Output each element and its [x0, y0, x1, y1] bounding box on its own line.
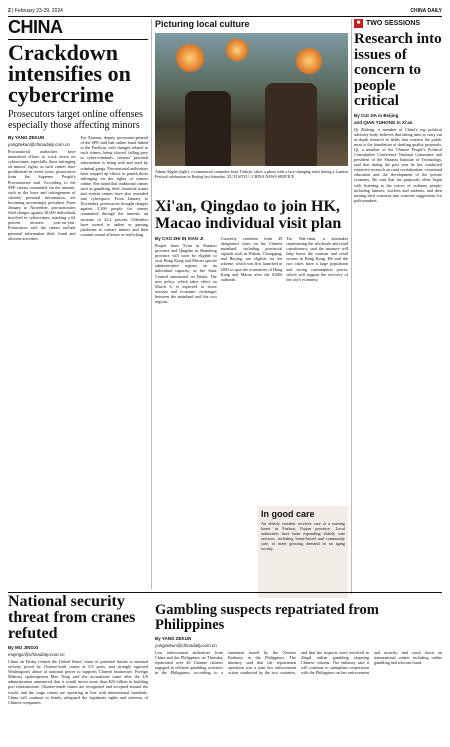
two-sessions-article [354, 19, 442, 203]
lead-body-col2: For Xiaoran, deputy procurator-general of the SPP, said that online fraud linked to the Pavilion, with changes related to such crimes, being slowed, falling prey to cyber-criminals, citizens' personal information is being sold and used by criminal gangs. Procuratorial authorities have stepped up efforts to punish those infringing on the rights of minors online. She noted that traditional crimes such as gambling, theft, financial scams and violent crimes have also extended into cyberspace. From January to November, prosecutors brought charges against 3,300 people for crimes committed through the internet, an increase of 22.2 percent. Offenders have turned to online or gaming platforms to contact minors and then commit sexual offenses or trafficking. [80, 135, 148, 237]
two-sessions-headline: Research into issues of concern to people critical [354, 31, 442, 109]
section-title: CHINA [8, 17, 63, 37]
two-sessions-byline2: and QIAN YUHONG in Xi'an [354, 119, 413, 125]
lead-headline: Crackdown intensifies on cybercrime [8, 40, 131, 107]
person-figure [265, 83, 317, 166]
lantern [225, 38, 249, 62]
page-number-date: 2 | February 23-29, 2024 [8, 8, 63, 14]
middle-headline: Xi'an, Qingdao to join HK, Macao individual visit plan [155, 198, 342, 232]
lead-byline-email: yangzekun@chinadaily.com.cn [8, 142, 70, 147]
national-security-byline: By MO JINGXI [8, 645, 39, 650]
lead-article [8, 42, 148, 241]
national-security-article [8, 594, 148, 705]
paper-name: CHINA DAILY [410, 8, 442, 14]
two-sessions-byline: By CUI JIA in Beijing [354, 112, 399, 118]
in-good-care-body: An elderly resident receives care at a nursing home in Fuzhou, Fujian province. Local authorities have been expanding elderly care services, including home-based and community care, to meet growing demand in an aging society. [261, 521, 345, 552]
masthead [8, 6, 442, 16]
in-good-care-box [258, 506, 348, 598]
in-good-care-title: In good care [261, 509, 315, 519]
two-sessions-badge: ■ [354, 19, 363, 28]
middle-body-col2: Currently, residents from 49 designated cities on the Chinese mainland, including provincial capitals such as Wuhan, Chongqing, and Beijing, are eligible for the scheme, which was first launched in 2003 to spur the economies of Hong Kong and Macao after the SARS outbreak. [220, 236, 283, 282]
person-figure [185, 91, 231, 166]
national-security-email: mojingxi@chinadaily.com.cn [8, 652, 65, 657]
middle-byline: By CAO ZHI IN XIAO JI [155, 236, 204, 241]
lead-body-col1: Procuratorial authorities have intensified efforts to crack down on cybercrimes, especially those infringing on minors' rights, as such crimes have proliferated in recent years, prosecutors from the Supreme People's Procuratorate said. According to the SPP, crimes committed via the internet, such as the lease and infringement of citizens' personal information, are becoming increasingly prevalent. From January to November, procuratorates filed charges against 30,000 individuals involved in cybercrimes, marking a 64 percent increase year-on-year. Prosecutors said the crimes include personal information theft, fraud and obscene activities. [8, 149, 76, 241]
gambling-email: yangzekun@chinadaily.com.cn [155, 643, 217, 648]
lead-subhead: Prosecutors target online offenses especially those affecting minors [8, 109, 143, 131]
masthead-rule [8, 16, 442, 17]
picture-label: Picturing local culture [155, 19, 250, 29]
middle-article [155, 236, 348, 304]
national-security-headline: National security threat from cranes refuted [8, 593, 136, 642]
national-security-body: China on Friday refuted the United States' claim of potential threats to national security posed by Chinese-built cranes at US ports, and strongly opposed Washington's abuse of national power to suppress Chinese businesses. Foreign Ministry spokesperson Mao Ning said the accusations came after the US administration announced that it would invest more than $20 billion in building port infrastructure. Chinese-made cranes are recognized and accepted around the world, and the cargo cranes are operating in line with international standards. China will continue to firmly safeguard the legitimate rights and interests of Chinese companies. [8, 659, 148, 705]
middle-body-col1: People from Xi'an in Shaanxi province and Qingdao in Shandong province will soon be eligible to visit Hong Kong and Macao special administrative regions on an individual capacity, as the State Council announced on Friday. The new policy, which takes effect on March 6, is expected to boost tourism and economic exchanges between the mainland and the two regions. [155, 243, 217, 305]
lantern-festival-photo [155, 33, 348, 166]
two-sessions-body: Qi Zhifeng, a member of China's top political advisory body, believes that taking time to carry out in-depth research in fields that concern the public most is the foundation of drafting quality proposals. Qi, a member of the Chinese People's Political Consultative Conference National Committee and president of the Shaanxi Institute of Technology, said that during the past year he has conducted extensive research on rural revitalization, vocational education and the development of the private economy. He said that his proposals often begin with listening to the voices of ordinary people, including farmers, workers and students, and then turning their concerns into concrete suggestions for policymakers. [354, 126, 442, 203]
gambling-headline: Gambling suspects repatriated from Philippines [155, 602, 379, 633]
photo-caption: Adnan Akgün (right), a commercial counselor from Türkiye, takes a photo with a lace-changing artist during a Lantern Festival celebration in Beijing last Saturday. XU TIANYU / CHINA NEWS SERVICE [155, 169, 348, 179]
lantern [295, 47, 323, 75]
lead-byline: By YANG ZEKUN [8, 135, 45, 140]
middle-body-col3: Tse Wai-chun, a lawmaker representing the wholesale and retail constituency, said the measure will help boost the tourism and retail sectors in Hong Kong. He said the two cities have a large population and strong consumption power, which will support the recovery of the city's economy. [286, 236, 349, 282]
gambling-article [155, 603, 442, 675]
column-divider [151, 19, 152, 589]
page-number: 2 [8, 8, 11, 14]
issue-date: February 23-29, 2024 [14, 8, 63, 14]
column-divider [351, 19, 352, 594]
gambling-body: Law enforcement authorities from China and the Philippines on Thursday repatriated over 40 Chinese citizens engaged in offshore gambling activities in the Philippines, according to a statement issued by the Chinese Embassy in the Philippines. The ministry said that the repatriation operation was a joint law enforcement action conducted by the two countries, and that the suspects were involved in illegal online gambling targeting Chinese citizens. The embassy said it will continue to strengthen cooperation with the Philippines on law enforcement and security, and crack down on transnational crimes including online gambling and telecom fraud. [155, 650, 442, 676]
gambling-byline: By YANG ZEKUN [155, 636, 192, 641]
lantern [175, 43, 205, 73]
two-sessions-label: ■ TWO SESSIONS [354, 19, 442, 28]
